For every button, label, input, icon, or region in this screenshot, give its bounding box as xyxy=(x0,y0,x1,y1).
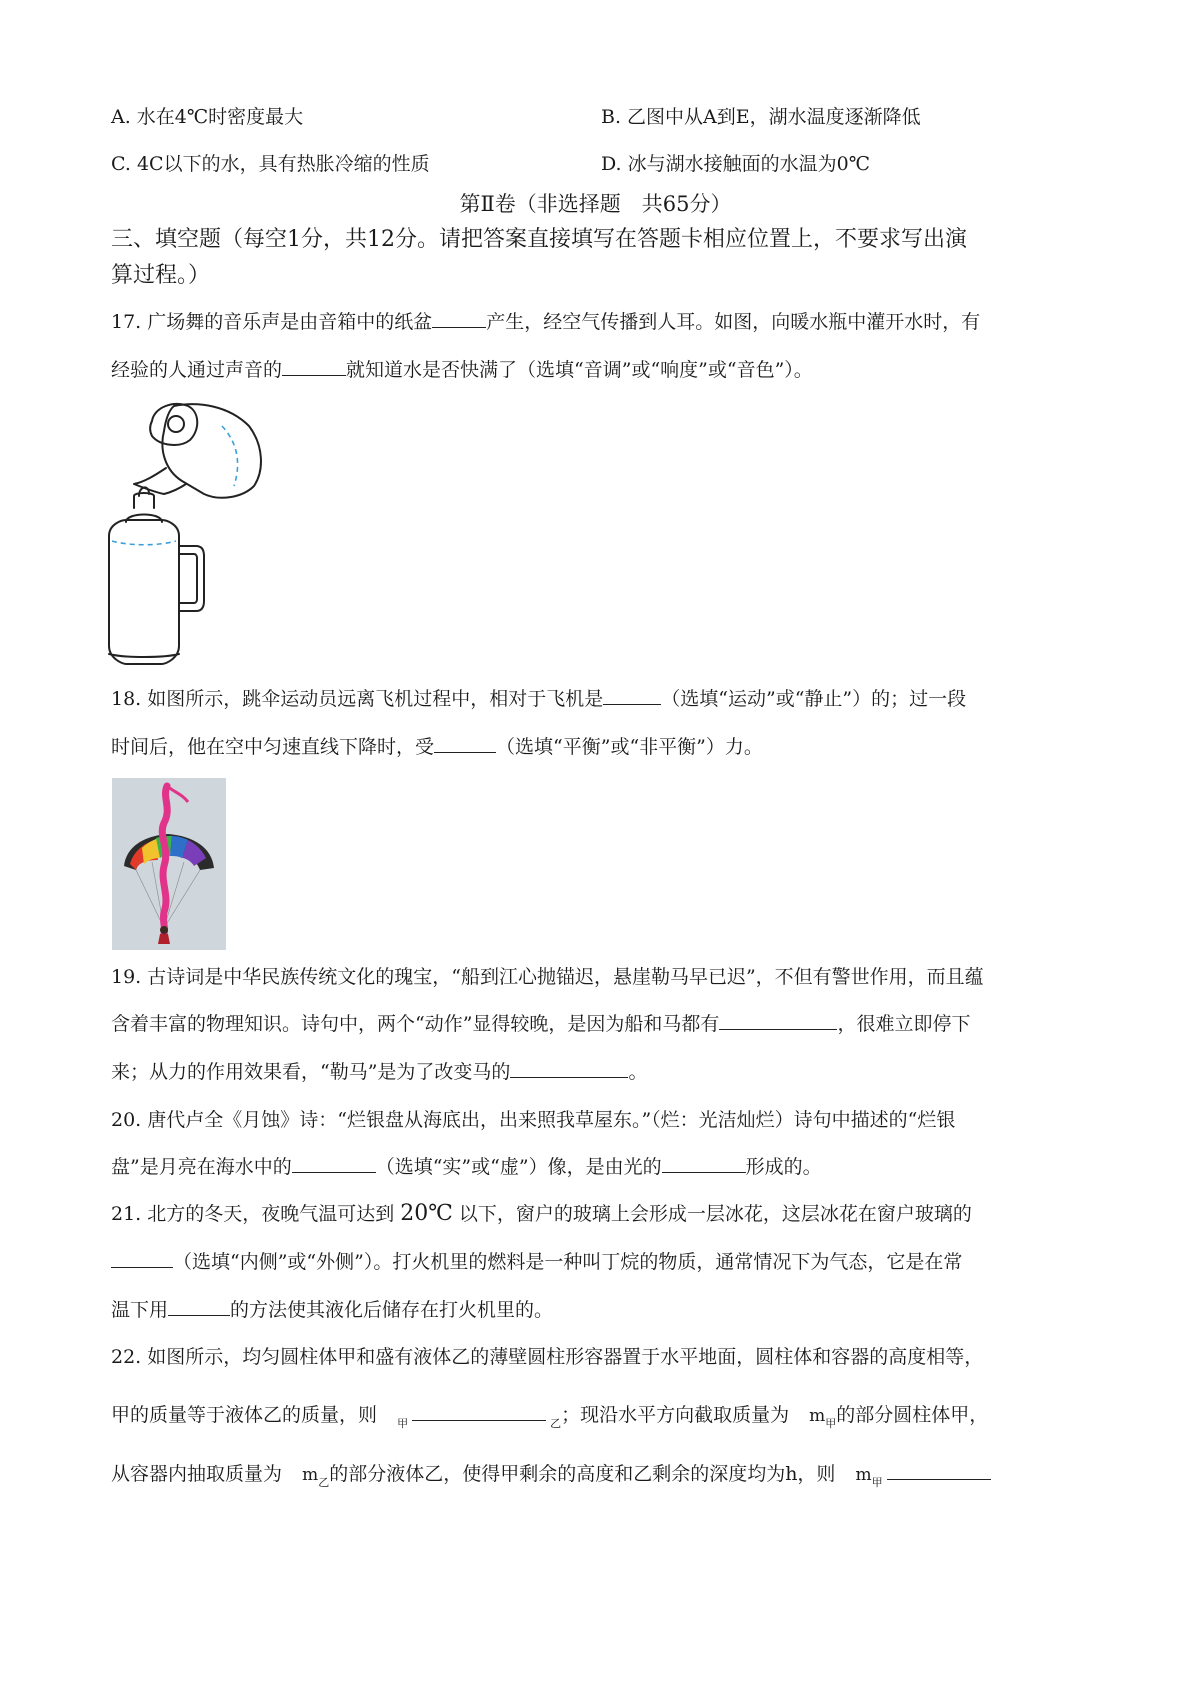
section-title: 第Ⅱ卷（非选择题 共65分） xyxy=(459,192,732,216)
q17-line-2: 经验的人通过声音的 就知道水是否快满了（选填“音调”或“响度”或“音色”）。 xyxy=(111,359,813,381)
q19-line-1: 19. 古诗词是中华民族传统文化的瑰宝，“船到江心抛锚迟，悬崖勒马早已迟”，不但有警世作用，而且蕴 xyxy=(111,966,984,988)
q20-line-2: 盘”是月亮在海水中的 （选填“实”或“虚”）像，是由光的 形成的。 xyxy=(111,1156,822,1178)
q22-line-3: 从容器内抽取质量为 $m_乙$的部分液体乙，使得甲剩余的高度和乙剩余的深度均为h，则 $m_甲$ xyxy=(111,1461,991,1496)
q22-line-1: 22. 如图所示，均匀圆柱体甲和盛有液体乙的薄壁圆柱形容器置于水平地面，圆柱体和容器的高度相等， xyxy=(111,1346,984,1368)
option-a: A. 水在4℃时密度最大 xyxy=(111,106,304,128)
q22-line-2: 甲的质量等于液体乙的质量，则 $_甲$ $_乙$；现沿水平方向截取质量为 $m_甲$的部分圆柱体甲， xyxy=(111,1404,989,1430)
q18-line-2: 时间后，他在空中匀速直线下降时，受 （选填“平衡”或“非平衡”）力。 xyxy=(111,736,763,758)
q18-line-1: 18. 如图所示，跳伞运动员远离飞机过程中，相对于飞机是 （选填“运动”或“静止”）的；过一段 xyxy=(111,688,967,710)
q19-line-3: 来；从力的作用效果看，“勒马”是为了改变马的 。 xyxy=(111,1061,648,1083)
q20-line-1: 20. 唐代卢全《月蚀》诗：“烂银盘从海底出，出来照我草屋东。”（烂：光洁灿烂）诗句中描述的“烂银 xyxy=(111,1109,956,1131)
section-heading-line-2: 算过程。） xyxy=(111,263,211,288)
option-c: C. 4C以下的水，具有热胀冷缩的性质 xyxy=(111,153,430,175)
q21-line-2: （选填“内侧”或“外侧”）。打火机里的燃料是一种叫丁烷的物质，通常情况下为气态，它是在常 xyxy=(111,1249,962,1275)
option-b: B. 乙图中从A到E，湖水温度逐渐降低 xyxy=(601,106,921,128)
q21-line-1: 21. 北方的冬天，夜晚气温可达到 20℃ 以下，窗户的玻璃上会形成一层冰花，这层冰花在窗户玻璃的 xyxy=(111,1201,972,1226)
q17-line-1: 17. 广场舞的音乐声是由音箱中的纸盆 产生，经空气传播到人耳。如图，向暖水瓶中灌开水时，有 xyxy=(111,311,981,333)
q19-line-2: 含着丰富的物理知识。诗句中，两个“动作”显得较晚，是因为船和马都有 ，很难立即停下 xyxy=(111,1013,971,1035)
parachutist-photo xyxy=(112,778,226,950)
q21-line-3: 温下用 的方法使其液化后储存在打火机里的。 xyxy=(111,1299,554,1321)
option-d: D. 冰与湖水接触面的水温为0℃ xyxy=(601,153,870,175)
section-heading-line-1: 三、填空题（每空1分，共12分。请把答案直接填写在答题卡相应位置上，不要求写出演 xyxy=(111,227,967,252)
kettle-thermos-figure xyxy=(104,396,274,676)
